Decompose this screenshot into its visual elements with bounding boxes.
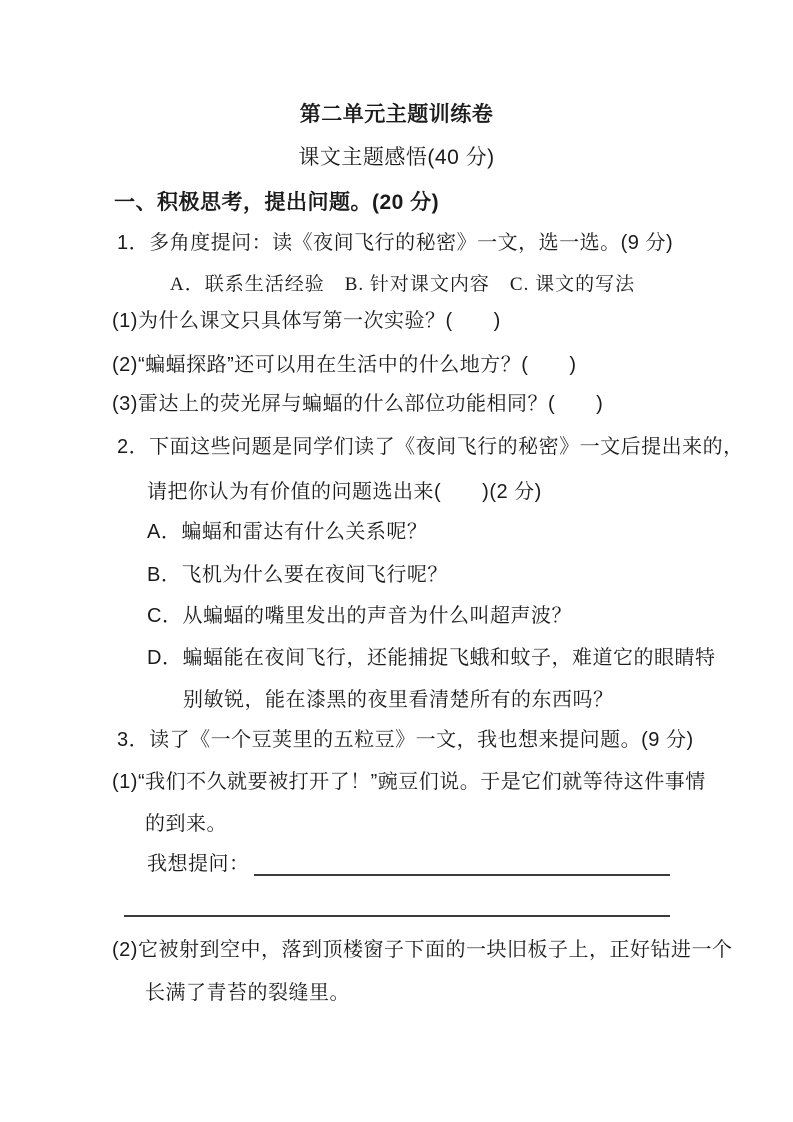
question-2-option-continuation: 别敏锐，能在漆黑的夜里看清楚所有的东西吗？ bbox=[183, 689, 614, 711]
question-1-sub-item: (2)“蝙蝠探路”还可以用在生活中的什么地方？( ) bbox=[112, 354, 577, 376]
question-1-sub-item: (3)雷达上的荧光屏与蝙蝠的什么部位功能相同？( ) bbox=[112, 393, 604, 415]
question-3-quote-line: (2)它被射到空中，落到顶楼窗子下面的一块旧板子上，正好钻进一个 bbox=[112, 939, 733, 961]
question-1-sub-item: (1)为什么课文只具体写第一次实验？( ) bbox=[112, 310, 501, 332]
question-2-option: D．蝙蝠能在夜间飞行，还能捕捉飞蛾和蚊子，难道它的眼睛特 bbox=[147, 647, 716, 669]
question-2-stem-line: 请把你认为有价值的问题选出来( )(2 分) bbox=[147, 481, 542, 503]
page-subtitle: 课文主题感悟(40 分) bbox=[298, 146, 495, 169]
question-3-quote-line: 的到来。 bbox=[145, 813, 227, 835]
question-1-choices: A．联系生活经验 B. 针对课文内容 C. 课文的写法 bbox=[170, 274, 636, 295]
question-3-quote-line: 长满了青苔的裂缝里。 bbox=[145, 982, 350, 1004]
answer-blank-line-2 bbox=[124, 893, 670, 917]
question-3-quote-line: (1)“我们不久就要被打开了！”豌豆们说。于是它们就等待这件事情 bbox=[112, 771, 706, 793]
question-2-option: B．飞机为什么要在夜间飞行呢？ bbox=[147, 564, 448, 586]
question-2-stem-line: 2．下面这些问题是同学们读了《夜间飞行的秘密》一文后提出来的， bbox=[117, 436, 744, 458]
answer-prompt-row bbox=[147, 852, 670, 876]
question-3-stem: 3．读了《一个豆荚里的五粒豆》一文，我也想来提问题。(9 分) bbox=[117, 729, 694, 751]
answer-prompt-label: 我想提问： bbox=[147, 853, 250, 875]
section-heading: 一、积极思考，提出问题。(20 分) bbox=[114, 191, 440, 214]
question-2-option: C．从蝙蝠的嘴里发出的声音为什么叫超声波？ bbox=[147, 605, 572, 627]
page-title: 第二单元主题训练卷 bbox=[299, 103, 494, 126]
question-1-stem: 1．多角度提问：读《夜间飞行的秘密》一文，选一选。(9 分) bbox=[117, 232, 674, 254]
answer-blank-line-1 bbox=[254, 852, 671, 876]
question-2-option: A．蝙蝠和雷达有什么关系呢？ bbox=[147, 521, 428, 543]
